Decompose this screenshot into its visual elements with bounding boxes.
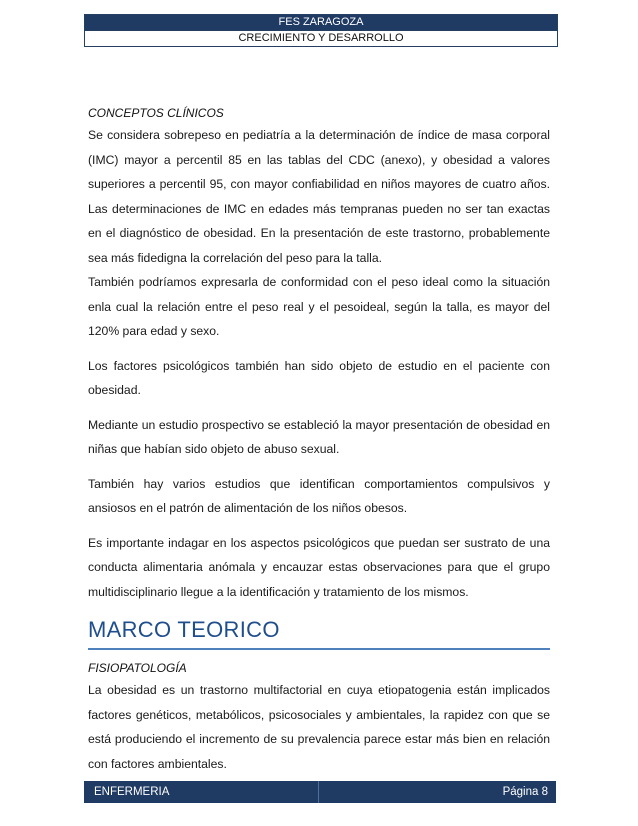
subheading-fisiopatologia: FISIOPATOLOGÍA xyxy=(88,661,187,675)
page-header xyxy=(84,14,558,47)
paragraph-fisiopatologia: La obesidad es un trastorno multifactorial en cuya etiopatogenia están implicados factores genéticos, metabólicos, psicosociales y ambientales, la rapidez con que se está produciendo el incremento de su prevalencia parece estar más bien en relación con factores ambientales. xyxy=(88,683,550,771)
page-number: Página 8 xyxy=(502,786,548,798)
paragraph-3: Los factores psicológicos también han sido objeto de estudio en el paciente con obesidad. xyxy=(88,358,550,397)
footer-divider xyxy=(318,781,319,803)
section-heading-conceptos: CONCEPTOS CLÍNICOS xyxy=(88,106,224,120)
paragraph-6: Es importante indagar en los aspectos psicológicos que puedan ser sustrato de una conducta alimentaria anómala y encauzar estas observaciones para que el grupo multidisciplinario llegue a la identificación y tratamiento de los mismos. xyxy=(88,535,550,599)
page-footer xyxy=(84,781,556,803)
paragraph-5: También hay varios estudios que identifican comportamientos compulsivos y ansiosos en el patrón de alimentación de los niños obesos. xyxy=(88,476,550,515)
header-line-1: FES ZARAGOZA xyxy=(85,15,557,30)
paragraph-2: También podríamos expresarla de conformidad con el peso ideal como la situación enla cual la relación entre el peso real y el pesoideal, según la talla, es mayor del 120% para edad y sexo. xyxy=(88,275,550,338)
page-content xyxy=(88,105,550,776)
paragraph-1: Se considera sobrepeso en pediatría a la determinación de índice de masa corporal (IMC) mayor a percentil 85 en las tablas del CDC (anexo), y obesidad a valores superiores a percentil 95, con mayor confiabilidad en niños mayores de cuatro años. Las determinaciones de IMC en edades más tempranas pueden no ser tan exactas en el diagnóstico de obesidad. En la presentación de este trastorno, probablemente sea más fidedigna la correlación del peso para la talla. xyxy=(88,128,550,265)
header-line-2: CRECIMIENTO Y DESARROLLO xyxy=(85,30,557,46)
section-title-marco-teorico: MARCO TEORICO xyxy=(88,616,550,650)
paragraph-4: Mediante un estudio prospectivo se estableció la mayor presentación de obesidad en niñas que habían sido objeto de abuso sexual. xyxy=(88,417,550,456)
footer-left-label: ENFERMERIA xyxy=(94,786,170,798)
